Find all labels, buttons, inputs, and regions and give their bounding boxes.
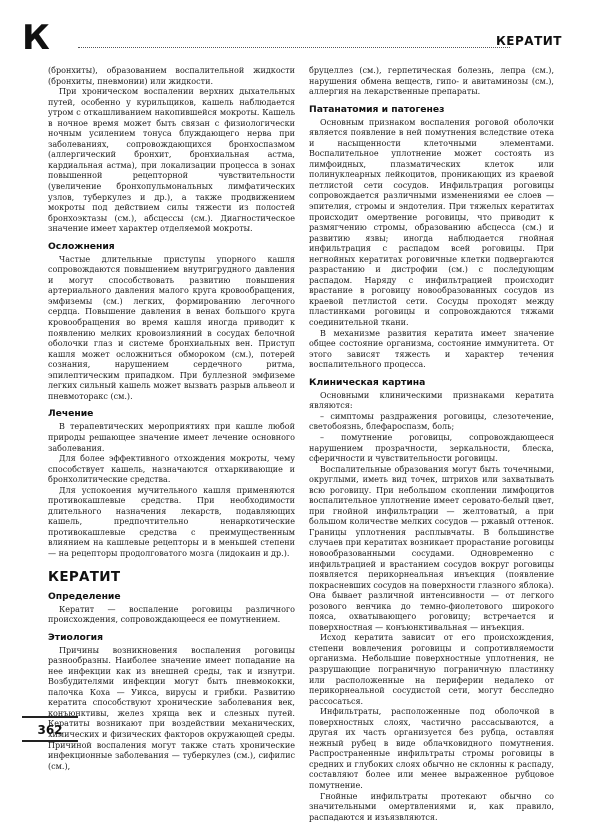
right-column — [309, 66, 554, 823]
paragraph: Частые длительные приступы упорного кашля сопровождаются повышением внутригрудного давления и могут способствовать развитию повышения артериального давления малого круга кровообращения, эмфиземы (см.) легких, формированию легочного сердца. Повышение давления в венах большого круга кровообращения во время кашля иногда приводит к появлению мелких кровоизлияний в сосудах белочной оболочки глаз и системе бронхиальных вен. Приступ кашля может осложниться обмороком (см.), потерей сознания, нарушением сердечного ритма, эпилептическим припадком. При буллезной эмфиземе легких сильный кашель может вызвать разрыв альвеол и пневмоторакс (см.). — [48, 254, 295, 401]
paragraph: Для более эффективного отхождения мокроты, чему способствует кашель, назначаются отхаркивающие и бронхолитические средства. — [48, 454, 295, 485]
subheading-clinical-picture: Клиническая картина — [309, 376, 426, 388]
paragraph: Инфильтраты, расположенные под оболочкой в поверхностных слоях, частично рассасываются, а другая их часть организуется без рубца, оставляя нежный рубец в виде облачковидного помутнения. Распространенные инфильтраты стромы роговицы в средних и глубоких слоях обычно не склонны к распаду, составляют более или менее выраженное рубцовое помутнение. — [309, 707, 554, 790]
paragraph: бруцеллез (см.), герпетическая болезнь, лепра (см.), нарушения обмена веществ, гипо- и авитаминозы (см.), аллергия на лекарственные препараты. — [309, 66, 554, 97]
header-rule — [78, 47, 510, 48]
subheading-definition: Определение — [48, 590, 121, 602]
article-title-keratitis: КЕРАТИТ — [48, 568, 121, 585]
list-item: – помутнение роговицы, сопровождающееся нарушением прозрачности, зеркальности, блеска, сферичности и чувствительности роговицы. — [309, 432, 554, 464]
subheading-complications: Осложнения — [48, 240, 115, 252]
paragraph: В механизме развития кератита имеет значение общее состояние организма, состояние иммунитета. От этого зависят тяжесть и характер течения воспалительного процесса. — [309, 328, 554, 370]
left-column — [48, 66, 295, 772]
paragraph: Основным признаком воспаления роговой оболочки является появление в ней помутнения вследствие отека и насыщенности клеточными элементами. Воспалительное уплотнение может состоять из лимфоидных, плазматических клеток или полинуклеарных лейкоцитов, проникающих из краевой петлистой сети сосудов. Инфильтрация роговицы сопровождается различными изменениями ее слоев — эпителия, стромы и эндотелия. При тяжелых кератитах происходит омертвение роговицы, что приводит к размягчению стромы, образованию абсцесса (см.) и развитию язвы; иногда наблюдается гнойная инфильтрация с распадом всей роговицы. При негнойных кератитах роговичные клетки подвергаются разрастанию и дистрофии (см.) с последующим распадом. Наряду с инфильтрацией происходит врастание в роговицу новообразованных сосудов из краевой петлистой сети. Сосуды проходят между пластинками роговицы и сопровождаются тяжами соединительной ткани. — [309, 117, 554, 328]
subheading-treatment: Лечение — [48, 408, 94, 420]
paragraph: Кератит — воспаление роговицы различного происхождения, сопровождающееся ее помутнением. — [48, 604, 295, 625]
paragraph: В терапевтических мероприятиях при кашле любой природы решающее значение имеет лечение основного заболевания. — [48, 422, 295, 453]
running-title: КЕРАТИТ — [495, 34, 562, 48]
paragraph: Исход кератита зависит от его происхождения, степени вовлечения роговицы и сопротивляемости организма. Небольшие поверхностные уплотнения, не разрушающие пограничную пограничную пластинку или расположенные на периферии недалеко от перикорнеальной сосудистой сети, могут бесследно рассосаться. — [309, 633, 554, 706]
paragraph: Основными клиническими признаками кератита являются: — [309, 390, 554, 411]
subheading-etiology: Этиология — [48, 631, 103, 643]
paragraph: Причины возникновения воспаления роговицы разнообразны. Наиболее значение имеет попадание на нее инфекции как из внешней среды, так и изнутри. Возбудителями инфекции могут быть пневмококки, палочка Коха — Уикса, вирусы и грибки. Развитию кератита способствуют хронические заболевания век, конъюнктивы, желез хряща век и слезных путей. Кератиты возникают при воздействии механических, химических и физических факторов окружающей среды. Причиной воспаления могут также стать хронические инфекционные заболевания — туберкулез (см.), сифилис (см.), — [48, 645, 295, 771]
section-letter: К — [22, 18, 50, 58]
paragraph: При хроническом воспалении верхних дыхательных путей, особенно у курильщиков, кашель наблюдается утром с откашливанием накопившейся мокроты. Кашель в ночное время может быть связан с физиологически ночным усилением тонуса блуждающего нерва при заболеваниях, сопровождающихся бронхоспазмом (аллергический бронхит, бронхиальная астма, кардиальная астма), при локализации процесса в зонах повышенной рецепторной чувствительности (увеличение бронхопульмональных лимфатических узлов, туберкулез и др.), а также продвижением мокроты под действием силы тяжести из полостей бронхоэктазы (см.), абсцессы (см.). Диагностическое значение имеет характер отделяемой мокроты. — [48, 87, 295, 234]
subheading-pathoanatomy: Патанатомия и патогенез — [309, 103, 445, 115]
paragraph: Воспалительные образования могут быть точечными, округлыми, иметь вид точек, штрихов или захватывать всю роговицу. При небольшом скоплении лимфоцитов воспалительное уплотнение имеет серовато-белый цвет, при гнойной инфильтрации — желтоватый, а при большом количестве мелких сосудов — ржавый оттенок. Границы уплотнения расплывчаты. В большинстве случаев при кератитах возникает прорастание роговицы новообразованными сосудами. Одновременно с инфильтрацией и врастанием сосудов вокруг роговицы появляется перикорнеальная инъекция (появление покрасневших сосудов на поверхности глазного яблока). Она бывает различной интенсивности — от легкого розового венчика до темно-фиолетового широкого пояса, охватывающего роговицу; встречается и поверхностная — конъюнктивальная — инъекция. — [309, 464, 554, 632]
list-item: – симптомы раздражения роговицы, слезотечение, светобоязнь, блефароспазм, боль; — [309, 411, 554, 432]
paragraph: Для успокоения мучительного кашля применяются противокашлевые средства. При необходимости длительного назначения лекарств, подавляющих кашель, предпочтительно ненаркотические противокашлевые средства с преимущественным влиянием на кашлевые рецепторы и в меньшей степени — на рецепторы продолговатого мозга (лидокаин и др.). — [48, 485, 295, 558]
paragraph: (бронхиты), образованием воспалительной жидкости (бронхиты, пневмонии) или жидкости. — [48, 66, 295, 86]
paragraph: Гнойные инфильтраты протекают обычно со значительными омертвлениями и, как правило, распадаются и изъязвляются. — [309, 791, 554, 822]
page-number: 362 — [22, 716, 78, 742]
